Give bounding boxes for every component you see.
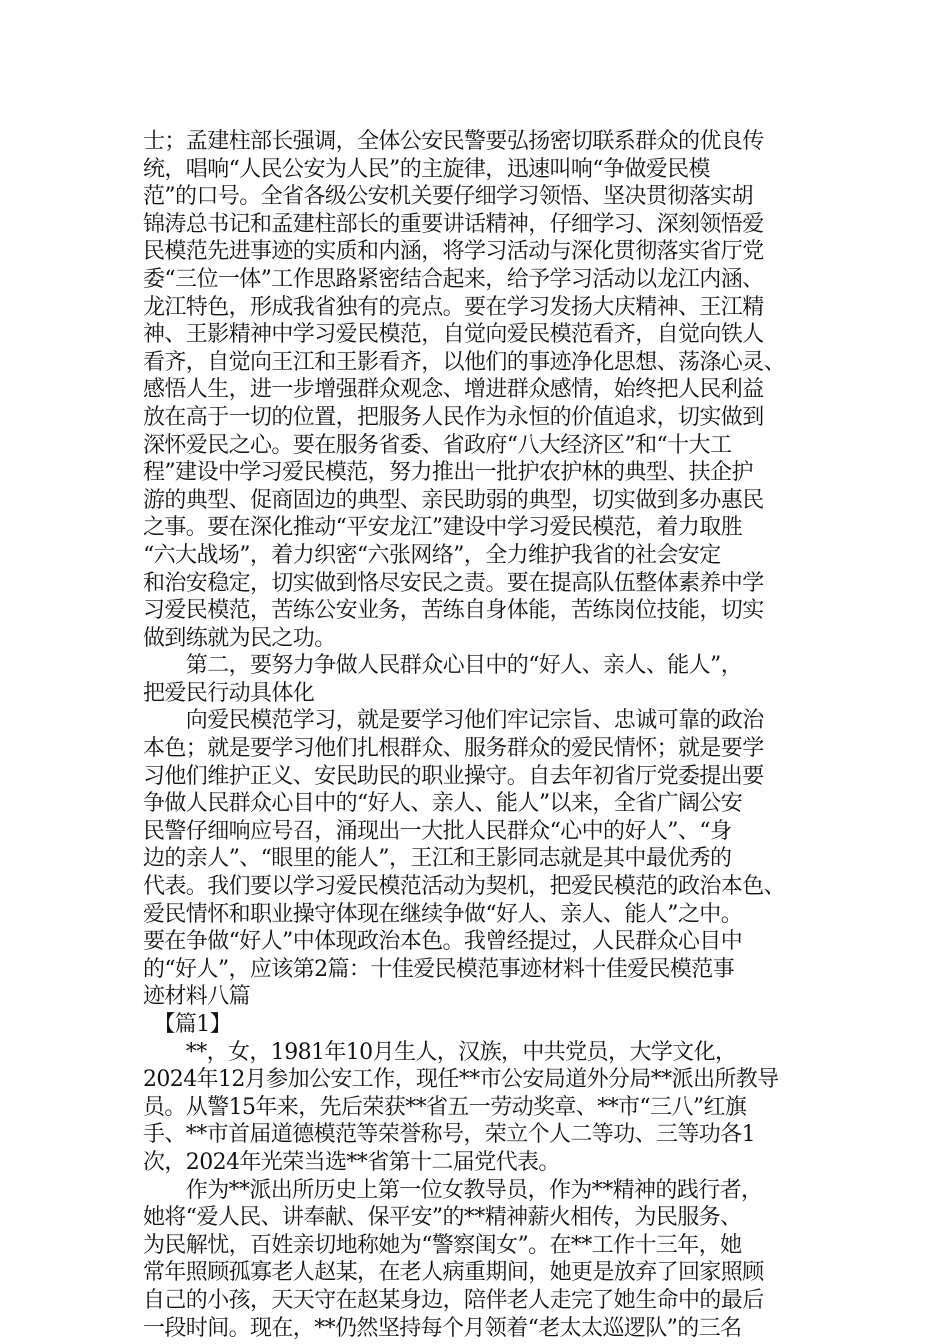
text-line: 感悟人生，进一步增强群众观念、增进群众感情，始终把人民利益 xyxy=(143,377,764,403)
text-line: 统，唱响“人民公安为人民”的主旋律，迅速叫响“争做爱民模 xyxy=(143,156,710,182)
text-line: 游的典型、促商固边的典型、亲民助弱的典型，切实做到多办惠民 xyxy=(143,487,764,513)
text-line: 为民解忧，百姓亲切地称她为“警察闺女”。在**工作十三年，她 xyxy=(143,1232,742,1258)
text-line: 2024年12月参加公安工作，现任**市公安局道外分局**派出所教导 xyxy=(143,1067,779,1093)
text-line: 作为**派出所历史上第一位女教导员，作为**精神的践行者， xyxy=(143,1177,763,1203)
text-line: 看齐，自觉向王江和王影看齐，以他们的事迹净化思想、荡涤心灵、 xyxy=(143,349,786,375)
text-line: 自己的小孩，天天守在赵某身边，陪伴老人走完了她生命中的最后 xyxy=(143,1287,764,1313)
text-line: 程”建设中学习爱民模范，努力推出一批护农护林的典型、扶企护 xyxy=(143,460,753,486)
text-line: 和治安稳定，切实做到恪尽安民之责。要在提高队伍整体素养中学 xyxy=(143,570,764,596)
text-line: 之事。要在深化推动“平安龙江”建设中学习爱民模范，着力取胜 xyxy=(143,515,743,541)
text-line: 委“三位一体”工作思路紧密结合起来，给予学习活动以龙江内涵、 xyxy=(143,266,764,292)
text-line: 爱民情怀和职业操守体现在继续争做“好人、亲人、能人”之中。 xyxy=(143,901,743,927)
text-line: 第二，要努力争做人民群众心目中的“好人、亲人、能人”， xyxy=(143,653,743,679)
text-line: 争做人民群众心目中的“好人、亲人、能人”以来，全省广阔公安 xyxy=(143,791,743,817)
text-line: 一段时间。现在，**仍然坚持每个月领着“老太太巡逻队”的三名 xyxy=(143,1315,742,1341)
text-line: 范”的口号。全省各级公安机关要仔细学习领悟、坚决贯彻落实胡 xyxy=(143,184,753,210)
text-line: 锦涛总书记和孟建柱部长的重要讲话精神，仔细学习、深刻领悟爱 xyxy=(143,211,764,237)
text-line: 要在争做“好人”中体现政治本色。我曾经提过，人民群众心目中 xyxy=(143,929,743,955)
text-line: 向爱民模范学习，就是要学习他们牢记宗旨、忠诚可靠的政治 xyxy=(143,708,764,734)
text-line: 把爱民行动具体化 xyxy=(143,680,315,706)
text-line: 习爱民模范，苦练公安业务，苦练自身体能，苦练岗位技能，切实 xyxy=(143,598,764,624)
text-line: **，女，1981年10月生人，汉族，中共党员，大学文化， xyxy=(143,1039,737,1065)
text-line: 代表。我们要以学习爱民模范活动为契机，把爱民模范的政治本色、 xyxy=(143,874,786,900)
text-line: 龙江特色，形成我省独有的亮点。要在学习发扬大庆精神、王江精 xyxy=(143,294,764,320)
text-line: 常年照顾孤寡老人赵某，在老人病重期间，她更是放弃了回家照顾 xyxy=(143,1260,764,1286)
text-line: 深怀爱民之心。要在服务省委、省政府“八大经济区”和“十大工 xyxy=(143,432,732,458)
text-line: “六大战场”，着力织密“六张网络”，全力维护我省的社会安定 xyxy=(143,542,721,568)
text-line: 放在高于一切的位置，把服务人民作为永恒的价值追求，切实做到 xyxy=(143,404,764,430)
text-line: 【篇1】 xyxy=(143,1012,231,1037)
text-line: 手、**市首届道德模范等荣誉称号，荣立个人二等功、三等功各1 xyxy=(143,1122,755,1148)
text-line: 士；孟建柱部长强调，全体公安民警要弘扬密切联系群众的优良传 xyxy=(143,129,764,154)
text-line: 神、王影精神中学习爱民模范，自觉向爱民模范看齐，自觉向铁人 xyxy=(143,322,764,348)
text-line: 本色；就是要学习他们扎根群众、服务群众的爱民情怀；就是要学 xyxy=(143,736,764,762)
text-line: 习他们维护正义、安民助民的职业操守。自去年初省厅党委提出要 xyxy=(143,763,764,789)
text-line: 民模范先进事迹的实质和内涵，将学习活动与深化贯彻落实省厅党 xyxy=(143,239,764,265)
text-line: 她将“爱人民、讲奉献、保平安”的**精神薪火相传，为民服务、 xyxy=(143,1205,742,1231)
text-line: 做到练就为民之功。 xyxy=(143,625,336,651)
text-line: 的“好人”，应该第2篇：十佳爱民模范事迹材料十佳爱民模范事 xyxy=(143,956,735,982)
text-line: 边的亲人”、“眼里的能人”，王江和王影同志就是其中最优秀的 xyxy=(143,846,732,872)
text-line: 次，2024年光荣当选**省第十二届党代表。 xyxy=(143,1149,560,1175)
text-line: 民警仔细响应号召，涌现出一大批人民群众“心中的好人”、“身 xyxy=(143,818,732,844)
document-body xyxy=(143,128,813,1342)
text-line: 员。从警15年来，先后荣获**省五一劳动奖章、**市“三八”红旗 xyxy=(143,1094,747,1120)
text-line: 迹材料八篇 xyxy=(143,984,251,1010)
